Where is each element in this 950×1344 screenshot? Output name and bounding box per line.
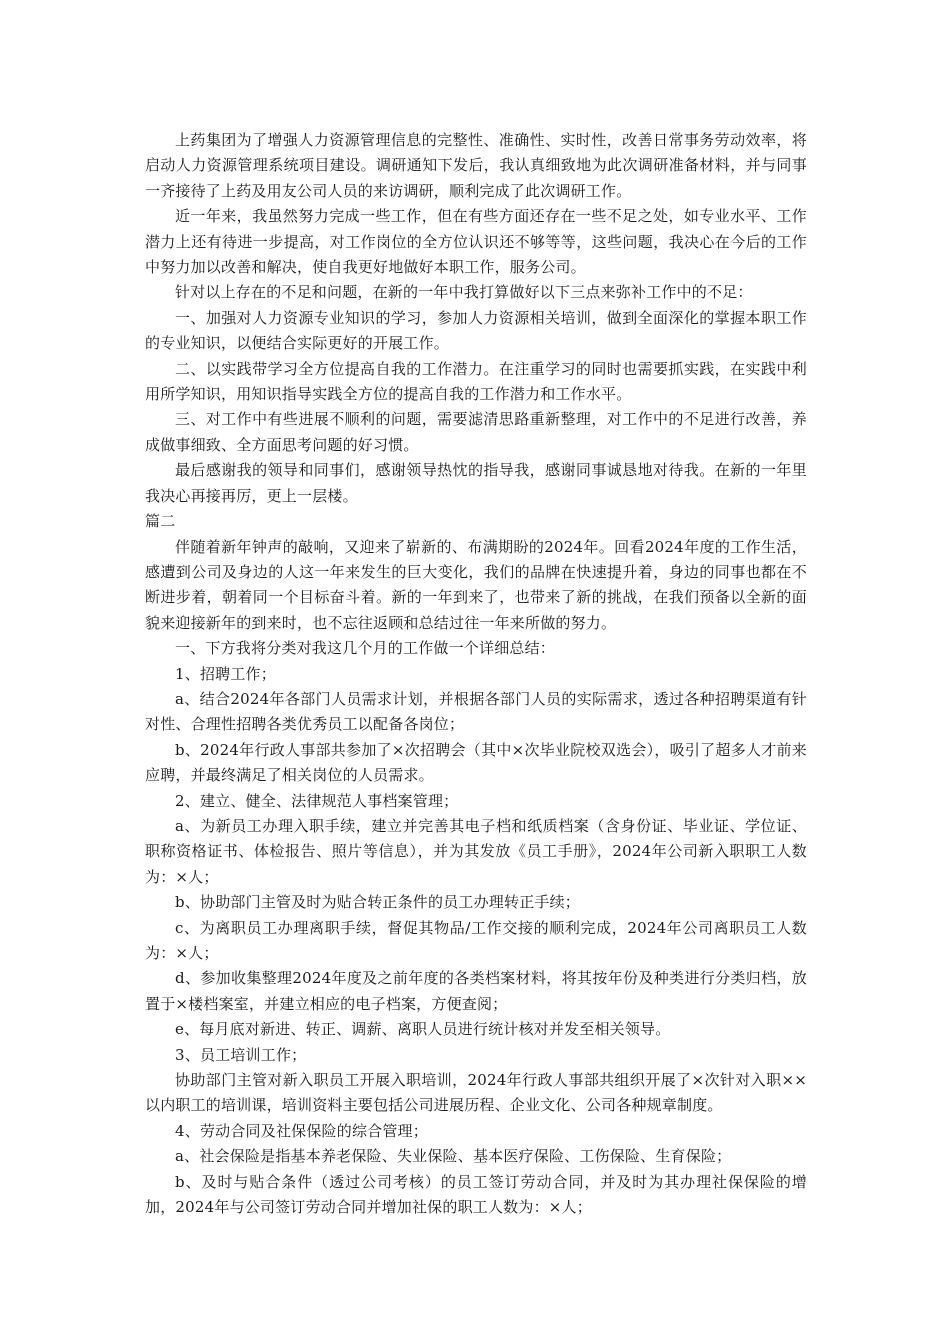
paragraph: b、协助部门主管及时为贴合转正条件的员工办理转正手续； — [175, 893, 581, 912]
paragraph: b、2024年行政人事部共参加了×次招聘会（其中×次毕业院校双选会），吸引了超多人才前来应聘，并最终满足了相关岗位的人员需求。 — [145, 740, 807, 785]
section-heading: 篇二 — [145, 512, 176, 531]
paragraph: a、社会保险是指基本养老保险、失业保险、基本医疗保险、工伤保险、生育保险； — [175, 1147, 732, 1166]
paragraph: 近一年来，我虽然努力完成一些工作，但在有些方面还存在一些不足之处，如专业水平、工作潜力上还有待进一步提高，对工作岗位的全方位认识还不够等等，这些问题，我决心在今后的工作中努力加以改善和解决，使自我更好地做好本职工作，服务公司。 — [145, 207, 807, 277]
paragraph: 三、对工作中有些进展不顺利的问题，需要滤清思路重新整理，对工作中的不足进行改善，养成做事细致、全方面思考问题的好习惯。 — [145, 410, 807, 454]
paragraph: 1、招聘工作； — [175, 664, 276, 683]
paragraph: b、及时与贴合条件（透过公司考核）的员工签订劳动合同，并及时为其办理社保保险的增加，2024年与公司签订劳动合同并增加社保的职工人数为：×人； — [145, 1172, 807, 1217]
paragraph: 2、建立、健全、法律规范人事档案管理； — [175, 791, 459, 810]
paragraph: a、结合2024年各部门人员需求计划，并根据各部门人员的实际需求，透过各种招聘渠道有针对性、合理性招聘各类优秀员工以配备各岗位； — [145, 689, 807, 734]
paragraph: e、每月底对新进、转正、调薪、离职人员进行统计核对并发至相关领导。 — [175, 1020, 671, 1039]
paragraph: 3、员工培训工作； — [175, 1045, 307, 1064]
paragraph: a、为新员工办理入职手续，建立并完善其电子档和纸质档案（含身份证、毕业证、学位证、职称资格证书、体检报告、照片等信息），并为其发放《员工手册》，2024年公司新入职职工人数为：×人； — [145, 816, 807, 886]
paragraph: 一、加强对人力资源专业知识的学习，参加人力资源相关培训，做到全面深化的掌握本职工作的专业知识，以便结合实际更好的开展工作。 — [145, 308, 807, 353]
paragraph: 最后感谢我的领导和同事们，感谢领导热忱的指导我，感谢同事诚恳地对待我。在新的一年里我决心再接再厉，更上一层楼。 — [145, 461, 807, 505]
paragraph: 协助部门主管对新入职员工开展入职培训，2024年行政人事部共组织开展了×次针对入职××以内职工的培训课，培训资料主要包括公司进展历程、企业文化、公司各种规章制度。 — [145, 1071, 807, 1115]
document-body — [145, 128, 807, 1220]
paragraph: 伴随着新年钟声的敲响，又迎来了崭新的、布满期盼的2024年。回看2024年度的工作生活，感遭到公司及身边的人这一年来发生的巨大变化，我们的品牌在快速提升着，身边的同事也都在不断进步着，朝着同一个目标奋斗着。新的一年到来了，也带来了新的挑战，在我们预备以全新的面貌来迎接新年的到来时，也不忘往返顾和总结过往一年来所做的努力。 — [145, 537, 807, 632]
paragraph: 一、下方我将分类对我这几个月的工作做一个详细总结： — [175, 639, 556, 658]
paragraph: 针对以上存在的不足和问题，在新的一年中我打算做好以下三点来弥补工作中的不足： — [175, 283, 753, 302]
paragraph: 二、以实践带学习全方位提高自我的工作潜力。在注重学习的同时也需要抓实践，在实践中利用所学知识，用知识指导实践全方位的提高自我的工作潜力和工作水平。 — [145, 359, 807, 404]
paragraph: 4、劳动合同及社保保险的综合管理； — [175, 1121, 428, 1140]
paragraph: d、参加收集整理2024年度及之前年度的各类档案材料，将其按年份及种类进行分类归档，放置于×楼档案室，并建立相应的电子档案，方便查阅； — [145, 969, 807, 1013]
paragraph: c、为离职员工办理离职手续，督促其物品/工作交接的顺利完成，2024年公司离职员工人数为：×人； — [145, 918, 807, 962]
paragraph: 上药集团为了增强人力资源管理信息的完整性、准确性、实时性，改善日常事务劳动效率，将启动人力资源管理系统项目建设。调研通知下发后，我认真细致地为此次调研准备材料，并与同事一齐接待了上药及用友公司人员的来访调研，顺利完成了此次调研工作。 — [145, 131, 807, 200]
